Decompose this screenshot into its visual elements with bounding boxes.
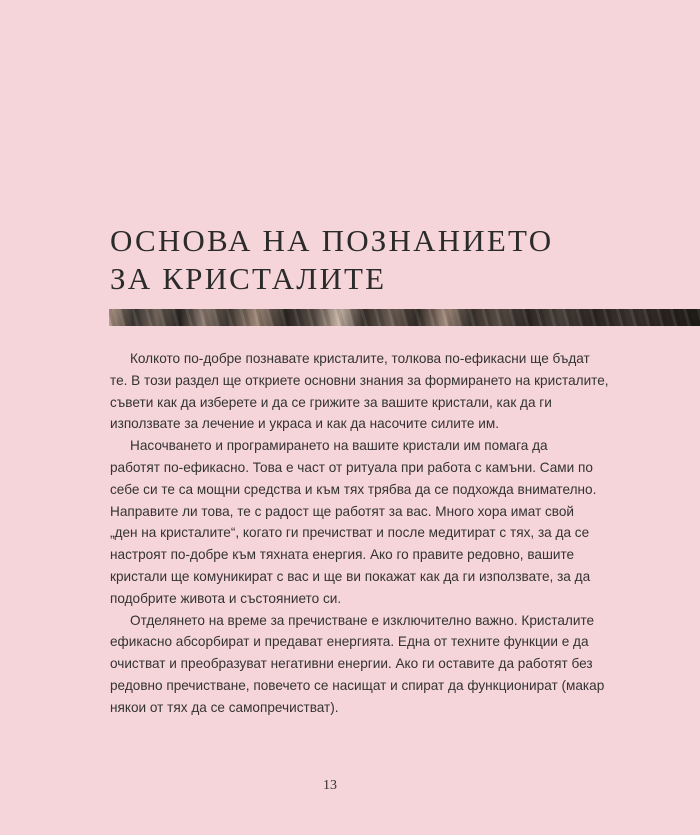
- text-line: Направите ли това, те с радост ще работят за вас. Много хора имат свой: [110, 503, 574, 519]
- text-line: съвети как да изберете и да се грижите за вашите кристали, как да ги: [110, 394, 552, 410]
- text-line: себе си те са мощни средства и към тях трябва да се подхожда внимателно.: [110, 481, 597, 497]
- text-line: използвате за лечение и украса и как да насочите силите им.: [110, 416, 499, 432]
- text-line: очистват и преобразуват негативни енергии. Ако ги оставите да работят без: [110, 656, 593, 672]
- crystal-photo-strip: [109, 309, 700, 326]
- text-line: редовно пречистване, повечето се насищат и спират да функционират (макар: [110, 677, 605, 693]
- title-line-2: ЗА КРИСТАЛИТЕ: [110, 261, 387, 296]
- text-line: работят по-ефикасно. Това е част от ритуала при работа с камъни. Сами по: [110, 459, 593, 475]
- text-line: Насочването и програмирането на вашите кристали им помага да: [130, 438, 548, 454]
- text-line: те. В този раздел ще откриете основни знания за формирането на кристалите,: [110, 372, 609, 388]
- page-title: [110, 222, 553, 298]
- paragraph: [110, 348, 609, 435]
- paragraph: [110, 435, 606, 609]
- page-number: 13: [323, 778, 337, 793]
- paragraph: [110, 610, 606, 719]
- body-text: [110, 348, 609, 719]
- text-line: настроят по-добре към тяхната енергия. Ако го правите редовно, вашите: [110, 547, 575, 563]
- text-line: някои от тях да се самопречистват).: [110, 699, 339, 715]
- text-line: ефикасно абсорбират и предават енергията. Една от техните функции е да: [110, 634, 589, 650]
- text-line: подобрите живота и състоянието си.: [110, 590, 342, 606]
- text-line: Колкото по-добре познавате кристалите, толкова по-ефикасни ще бъдат: [130, 351, 590, 366]
- title-line-1: ОСНОВА НА ПОЗНАНИЕТО: [110, 223, 554, 258]
- text-line: кристали ще комуникират с вас и ще ви покажат как да ги използвате, за да: [110, 568, 591, 584]
- text-line: Отделянето на време за пречистване е изключително важно. Кристалите: [130, 612, 595, 628]
- text-line: „ден на кристалите“, когато ги пречистват и после медитират с тях, за да се: [110, 525, 590, 541]
